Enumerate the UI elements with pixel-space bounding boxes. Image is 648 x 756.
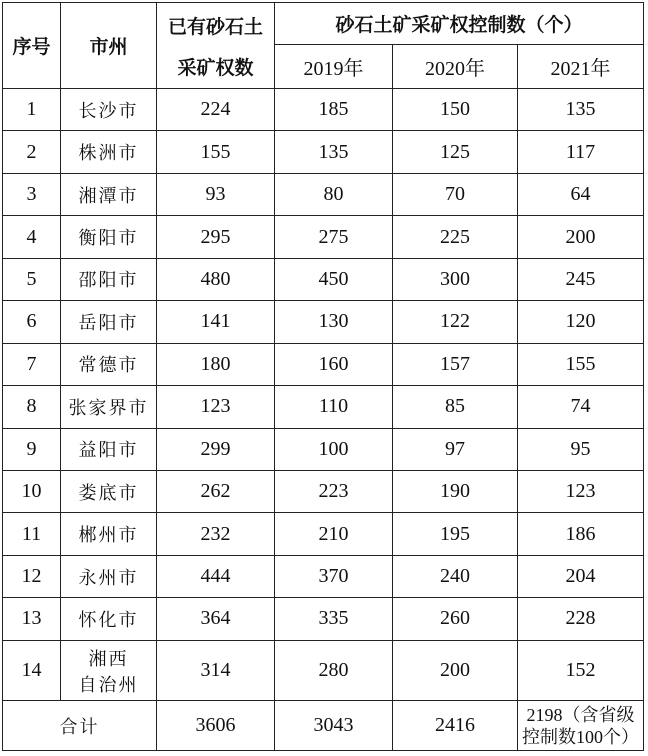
header-existing-line2: 采矿权数 — [177, 56, 254, 79]
cell-2021: 186 — [518, 513, 644, 555]
cell-existing: 444 — [157, 555, 275, 597]
cell-seq: 4 — [3, 216, 61, 258]
cell-city: 常德市 — [61, 343, 157, 385]
cell-seq: 10 — [3, 470, 61, 512]
cell-2020: 70 — [393, 173, 518, 215]
cell-2020: 122 — [393, 301, 518, 343]
total-2020: 2416 — [393, 701, 518, 751]
cell-2019: 100 — [275, 428, 393, 470]
mining-rights-table — [2, 2, 644, 751]
table-row — [3, 343, 644, 385]
cell-seq: 7 — [3, 343, 61, 385]
total-2021-line1: 2198（含省级 — [526, 704, 635, 725]
cell-2020: 200 — [393, 640, 518, 701]
cell-existing: 155 — [157, 131, 275, 173]
cell-seq: 14 — [3, 640, 61, 701]
cell-2021: 95 — [518, 428, 644, 470]
cell-city: 张家界市 — [61, 386, 157, 428]
table-row — [3, 216, 644, 258]
table-row — [3, 89, 644, 131]
cell-2021: 200 — [518, 216, 644, 258]
cell-2020: 97 — [393, 428, 518, 470]
cell-2019: 280 — [275, 640, 393, 701]
table-row — [3, 258, 644, 300]
cell-2019: 275 — [275, 216, 393, 258]
cell-seq: 5 — [3, 258, 61, 300]
header-2019: 2019年 — [275, 45, 393, 89]
cell-existing: 480 — [157, 258, 275, 300]
header-2021: 2021年 — [518, 45, 644, 89]
cell-existing: 364 — [157, 598, 275, 640]
cell-existing: 180 — [157, 343, 275, 385]
cell-city: 邵阳市 — [61, 258, 157, 300]
cell-city: 岳阳市 — [61, 301, 157, 343]
cell-existing: 295 — [157, 216, 275, 258]
cell-2020: 260 — [393, 598, 518, 640]
cell-2021: 117 — [518, 131, 644, 173]
cell-seq: 13 — [3, 598, 61, 640]
cell-city: 郴州市 — [61, 513, 157, 555]
cell-existing: 123 — [157, 386, 275, 428]
table-row — [3, 513, 644, 555]
table-row — [3, 131, 644, 173]
cell-2020: 190 — [393, 470, 518, 512]
cell-city: 永州市 — [61, 555, 157, 597]
cell-2020: 225 — [393, 216, 518, 258]
table-row — [3, 301, 644, 343]
cell-2021: 245 — [518, 258, 644, 300]
cell-2021: 135 — [518, 89, 644, 131]
cell-seq: 9 — [3, 428, 61, 470]
total-2021-line2: 控制数100个） — [522, 726, 639, 747]
cell-2020: 300 — [393, 258, 518, 300]
cell-2020: 195 — [393, 513, 518, 555]
cell-existing: 262 — [157, 470, 275, 512]
table-body — [3, 89, 644, 751]
total-existing: 3606 — [157, 701, 275, 751]
total-label: 合计 — [3, 701, 157, 751]
total-2021 — [518, 701, 644, 751]
cell-city-line1: 湘西 — [88, 648, 129, 670]
cell-2019: 370 — [275, 555, 393, 597]
cell-2019: 185 — [275, 89, 393, 131]
cell-2019: 335 — [275, 598, 393, 640]
cell-2019: 130 — [275, 301, 393, 343]
cell-2019: 223 — [275, 470, 393, 512]
cell-2021: 120 — [518, 301, 644, 343]
header-2020: 2020年 — [393, 45, 518, 89]
cell-2020: 150 — [393, 89, 518, 131]
cell-2019: 80 — [275, 173, 393, 215]
cell-city: 衡阳市 — [61, 216, 157, 258]
cell-2021: 74 — [518, 386, 644, 428]
cell-2020: 157 — [393, 343, 518, 385]
cell-seq: 12 — [3, 555, 61, 597]
cell-existing: 141 — [157, 301, 275, 343]
cell-seq: 11 — [3, 513, 61, 555]
cell-2019: 160 — [275, 343, 393, 385]
cell-2021: 152 — [518, 640, 644, 701]
table-row — [3, 598, 644, 640]
cell-city-line2: 自治州 — [78, 674, 139, 696]
header-seq: 序号 — [3, 3, 61, 89]
cell-2021: 123 — [518, 470, 644, 512]
cell-seq: 1 — [3, 89, 61, 131]
header-existing-line1: 已有砂石土 — [167, 15, 263, 38]
header-city: 市州 — [61, 3, 157, 89]
cell-existing: 93 — [157, 173, 275, 215]
cell-2021: 64 — [518, 173, 644, 215]
cell-existing: 314 — [157, 640, 275, 701]
cell-city: 娄底市 — [61, 470, 157, 512]
cell-2019: 450 — [275, 258, 393, 300]
table-row — [3, 428, 644, 470]
cell-2019: 135 — [275, 131, 393, 173]
header-control: 砂石土矿采矿权控制数（个） — [275, 3, 644, 45]
total-2019: 3043 — [275, 701, 393, 751]
cell-2021: 228 — [518, 598, 644, 640]
cell-2020: 125 — [393, 131, 518, 173]
cell-city: 长沙市 — [61, 89, 157, 131]
cell-city: 湘潭市 — [61, 173, 157, 215]
table-row — [3, 173, 644, 215]
cell-existing: 299 — [157, 428, 275, 470]
table-row — [3, 640, 644, 701]
cell-2019: 210 — [275, 513, 393, 555]
cell-2021: 204 — [518, 555, 644, 597]
table-row — [3, 555, 644, 597]
table-row — [3, 386, 644, 428]
cell-2020: 85 — [393, 386, 518, 428]
total-row — [3, 701, 644, 751]
cell-2021: 155 — [518, 343, 644, 385]
cell-existing: 224 — [157, 89, 275, 131]
cell-2019: 110 — [275, 386, 393, 428]
cell-city: 益阳市 — [61, 428, 157, 470]
cell-seq: 3 — [3, 173, 61, 215]
cell-seq: 6 — [3, 301, 61, 343]
table-row — [3, 470, 644, 512]
cell-city: 怀化市 — [61, 598, 157, 640]
cell-city: 株洲市 — [61, 131, 157, 173]
cell-existing: 232 — [157, 513, 275, 555]
cell-city — [61, 640, 157, 701]
cell-2020: 240 — [393, 555, 518, 597]
cell-seq: 2 — [3, 131, 61, 173]
header-existing — [157, 3, 275, 89]
cell-seq: 8 — [3, 386, 61, 428]
